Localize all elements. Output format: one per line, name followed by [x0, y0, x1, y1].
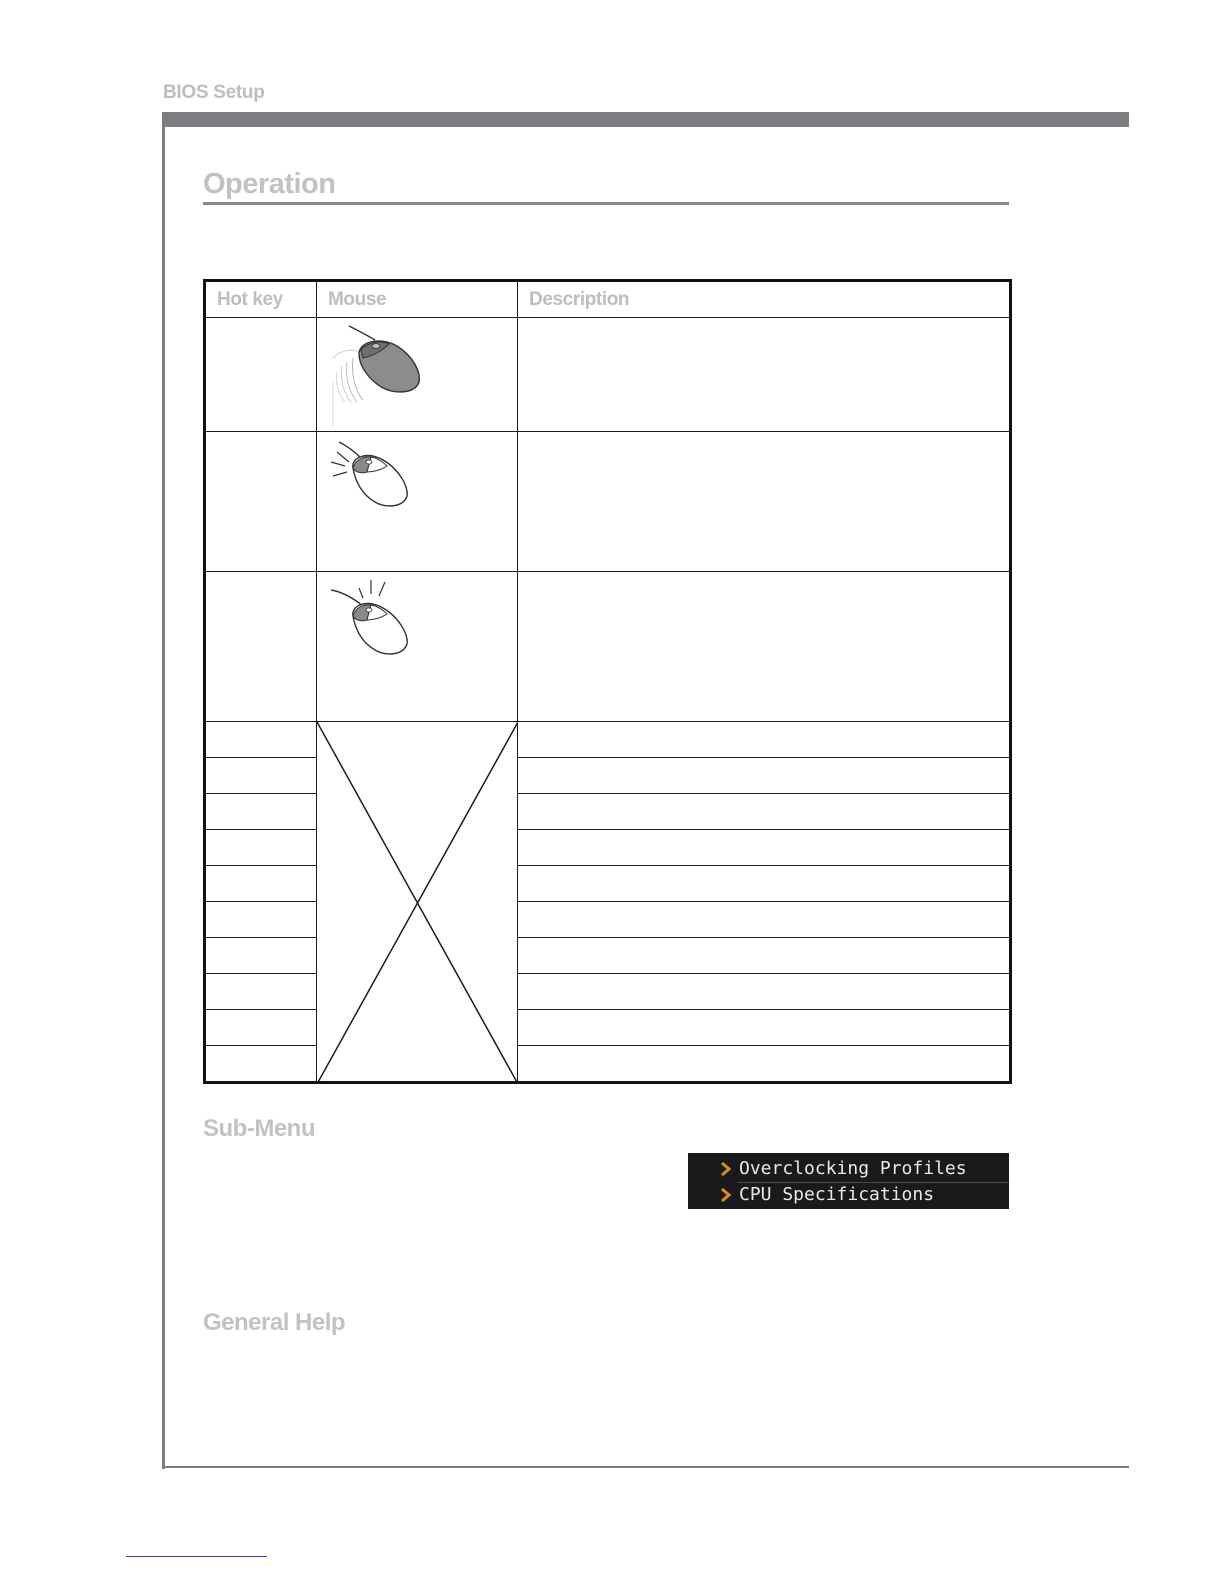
mouse-cell — [317, 572, 518, 722]
hotkey-cell — [205, 902, 317, 938]
mouse-double-click-icon — [329, 578, 429, 664]
hotkey-cell — [205, 866, 317, 902]
page-header-label: BIOS Setup — [163, 82, 265, 103]
hotkey-cell — [205, 432, 317, 572]
hotkey-cell — [205, 758, 317, 794]
description-cell — [518, 902, 1011, 938]
chevron-right-icon — [720, 1187, 732, 1203]
mouse-cell — [317, 318, 518, 432]
description-cell — [518, 572, 1011, 722]
description-cell — [518, 722, 1011, 758]
hotkey-cell — [205, 1046, 317, 1083]
description-cell — [518, 830, 1011, 866]
bottom-rule — [162, 1466, 1129, 1468]
general-help-title: General Help — [203, 1309, 346, 1336]
operation-table — [203, 279, 1012, 1084]
hotkey-cell — [205, 318, 317, 432]
mouse-move-icon — [329, 324, 439, 429]
not-applicable-cross — [317, 722, 518, 1084]
description-cell — [518, 318, 1011, 432]
submenu-item-cpu-specifications[interactable] — [688, 1183, 1009, 1208]
footer-link-underline[interactable] — [126, 1556, 267, 1557]
submenu-item-overclocking-profiles[interactable] — [688, 1157, 1009, 1182]
submenu-item-label: Overclocking Profiles — [739, 1158, 967, 1179]
table-row — [205, 722, 1011, 758]
column-header-mouse: Mouse — [317, 281, 518, 318]
hotkey-cell — [205, 572, 317, 722]
column-header-description: Description — [518, 281, 1011, 318]
no-mouse-cell — [317, 722, 518, 1083]
description-cell — [518, 432, 1011, 572]
mouse-click-icon — [329, 438, 429, 518]
header-bar — [162, 112, 1129, 127]
description-cell — [518, 794, 1011, 830]
table-row — [205, 432, 1011, 572]
description-cell — [518, 938, 1011, 974]
description-cell — [518, 1046, 1011, 1083]
hotkey-cell — [205, 722, 317, 758]
hotkey-cell — [205, 1010, 317, 1046]
submenu-screenshot — [688, 1153, 1009, 1209]
chevron-right-icon — [720, 1161, 732, 1177]
description-cell — [518, 1010, 1011, 1046]
operation-title: Operation — [203, 168, 336, 200]
submenu-item-label: CPU Specifications — [739, 1184, 935, 1205]
left-margin-rule — [162, 112, 165, 1469]
column-header-hotkey: Hot key — [205, 281, 317, 318]
table-row — [205, 318, 1011, 432]
mouse-cell — [317, 432, 518, 572]
description-cell — [518, 974, 1011, 1010]
table-row — [205, 572, 1011, 722]
table-header-row — [205, 281, 1011, 318]
hotkey-cell — [205, 974, 317, 1010]
hotkey-cell — [205, 830, 317, 866]
hotkey-cell — [205, 938, 317, 974]
hotkey-cell — [205, 794, 317, 830]
description-cell — [518, 866, 1011, 902]
operation-title-underline — [203, 202, 1009, 205]
sub-menu-title: Sub-Menu — [203, 1115, 315, 1142]
description-cell — [518, 758, 1011, 794]
